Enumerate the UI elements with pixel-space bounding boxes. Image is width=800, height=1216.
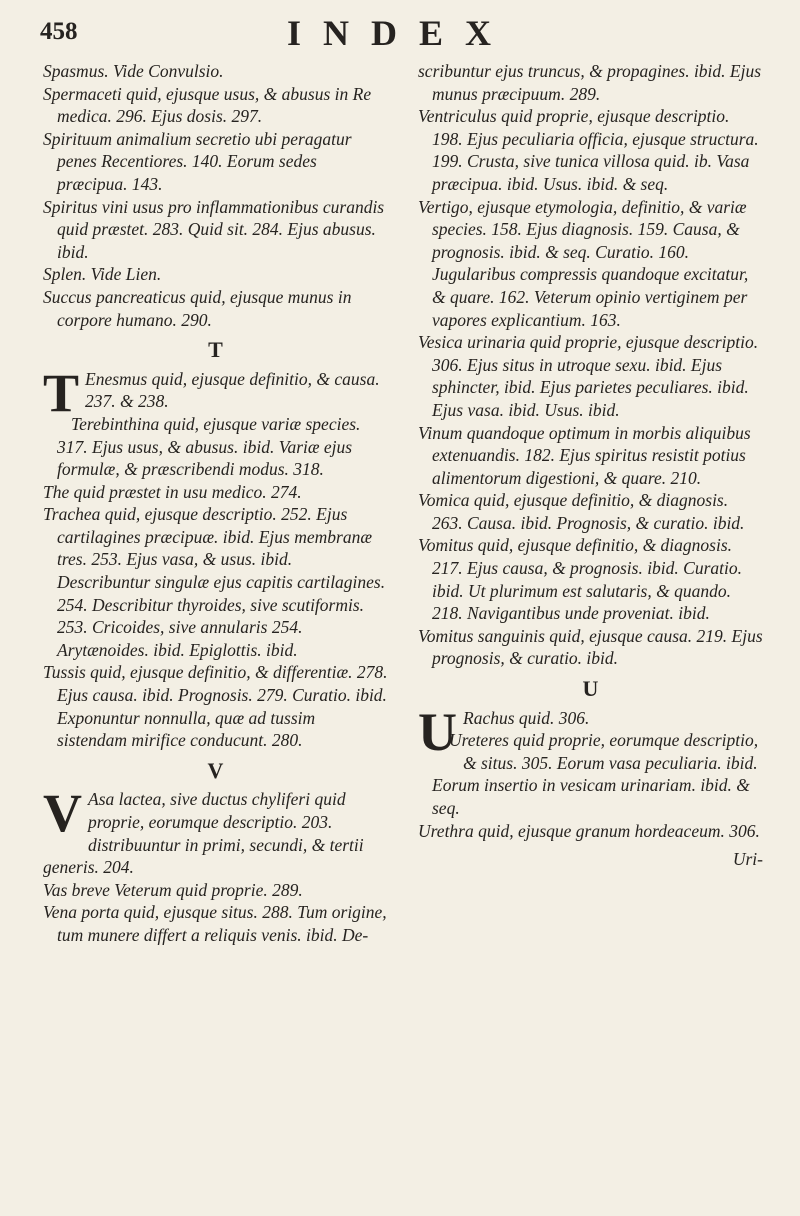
dropcap-v: V — [43, 783, 82, 844]
dropcap-u: U — [418, 701, 457, 762]
page-title: INDEX — [286, 13, 513, 53]
catchword-row — [418, 848, 763, 871]
index-entry: Vomitus sanguinis quid, ejusque causa. 219. Ejus prognosis, & curatio. ibid. — [418, 625, 763, 669]
right-column — [418, 60, 763, 871]
index-entry: Vesica urinaria quid proprie, ejusque descriptio. 306. Ejus situs in utroque sexu. ibid. Ejus sphincter, ibid. Ejus parietes peculiares. ibid. Ejus vasa. ibid. Usus. ibid. — [418, 332, 759, 420]
index-entry: Ventriculus quid proprie, ejusque descriptio. 198. Ejus peculiaria officia, ejusque structura. 199. Crusta, sive tunica villosa quid. ib. Vasa præcipua. ibid. Usus. ibid. & seq. — [418, 106, 759, 194]
index-entry: Vertigo, ejusque etymologia, definitio, & variæ species. 158. Ejus diagnosis. 159. Causa, & prognosis. ibid. & seq. Curatio. 160. Jugularibus compressis quandoque excitatur, & quare. 162. Veterum opinio vertiginem per vapores explicantium. 163. — [418, 196, 749, 330]
page-number: 458 — [40, 18, 78, 45]
index-entry: Succus pancreaticus quid, ejusque munus in corpore humano. 290. — [43, 286, 352, 330]
index-entry: Vena porta quid, ejusque situs. 288. Tum origine, tum munere differt a reliquis venis. ibid. De- — [43, 902, 387, 945]
index-entry: scribuntur ejus truncus, & propagines. ibid. Ejus munus præcipuum. 289. — [418, 61, 762, 104]
index-entry: Spermaceti quid, ejusque usus, & abusus in Re medica. 296. Ejus dosis. 297. — [43, 83, 372, 127]
index-entry: Urethra quid, ejusque granum hordeaceum. 306. — [418, 820, 760, 841]
index-entry: Vomica quid, ejusque definitio, & diagnosis. 263. Causa. ibid. Prognosis, & curatio. ibid. — [418, 490, 745, 533]
index-entry-first — [43, 783, 388, 878]
section-letter-v: V — [207, 757, 224, 783]
index-entry-first — [43, 362, 388, 423]
index-entry: Terebinthina quid, ejusque variæ species. 317. Ejus usus, & abusus. ibid. Variæ ejus formulæ, & præscribendi modus. 318. — [57, 413, 361, 480]
page-header — [40, 12, 760, 52]
index-entry: Splen. Vide Lien. — [43, 264, 162, 285]
section-letter-t: T — [208, 337, 223, 363]
index-entry: Spirituum animalium secretio ubi peragatur penes Recentiores. 140. Eorum sedes præcipua. 143. — [43, 128, 352, 194]
catchword: Uri- — [732, 849, 763, 870]
dropcap-t: T — [43, 362, 80, 423]
index-entry-first — [418, 701, 763, 762]
index-entry: Spiritus vini usus pro inflammationibus curandis quid præstet. 283. Quid sit. 284. Ejus abusus. ibid. — [43, 196, 385, 262]
index-entry: Tussis quid, ejusque definitio, & differentiæ. 278. Ejus causa. ibid. Prognosis. 279. Curatio. ibid. Exponuntur nonnulla, quæ ad tussim sistendam mirifice conducunt. 280. — [43, 662, 388, 751]
index-entry: Ureteres quid proprie, eorumque descriptio, & situs. 305. Eorum vasa peculiaria. ibid. Eorum insertio in vesicam urinariam. ibid. & seq. — [432, 730, 759, 818]
left-column — [43, 60, 388, 947]
section-letter-u: U — [582, 676, 599, 702]
index-entry: Spasmus. Vide Convulsio. — [43, 61, 224, 81]
index-entry: Vinum quandoque optimum in morbis aliquibus extenuandis. 182. Ejus spiritus resistit potius alimentorum digestioni, & quare. 210. — [418, 422, 751, 488]
index-entry: The quid præstet in usu medico. 274. — [43, 481, 302, 502]
index-entry-text: Enesmus quid, ejusque definitio, & causa. 237. & 238. — [85, 368, 380, 412]
index-entry-text: Asa lactea, sive ductus chyliferi quid proprie, eorumque descriptio. 203. distribuuntur in primi, secundi, & tertii generis. 204. — [43, 789, 364, 878]
index-entry: Vomitus quid, ejusque definitio, & diagnosis. 217. Ejus causa, & prognosis. ibid. Curatio. ibid. Ut plurimum est salutaris, & quando. 218. Navigantibus unde proveniat. ibid. — [418, 535, 743, 624]
index-entry: Vas breve Veterum quid proprie. 289. — [43, 879, 303, 900]
index-entry-text: Rachus quid. 306. — [463, 707, 590, 728]
index-entry: Trachea quid, ejusque descriptio. 252. Ejus cartilagines præcipuæ. ibid. Ejus membranæ tres. 253. Ejus vasa, & usus. ibid. Describuntur singulæ ejus capitis cartilagines. 254. Describitur thyroides, sive scutiformis. 253. Cricoides, sive annularis 254. Arytænoides. ibid. Epiglottis. ibid. — [43, 504, 386, 660]
